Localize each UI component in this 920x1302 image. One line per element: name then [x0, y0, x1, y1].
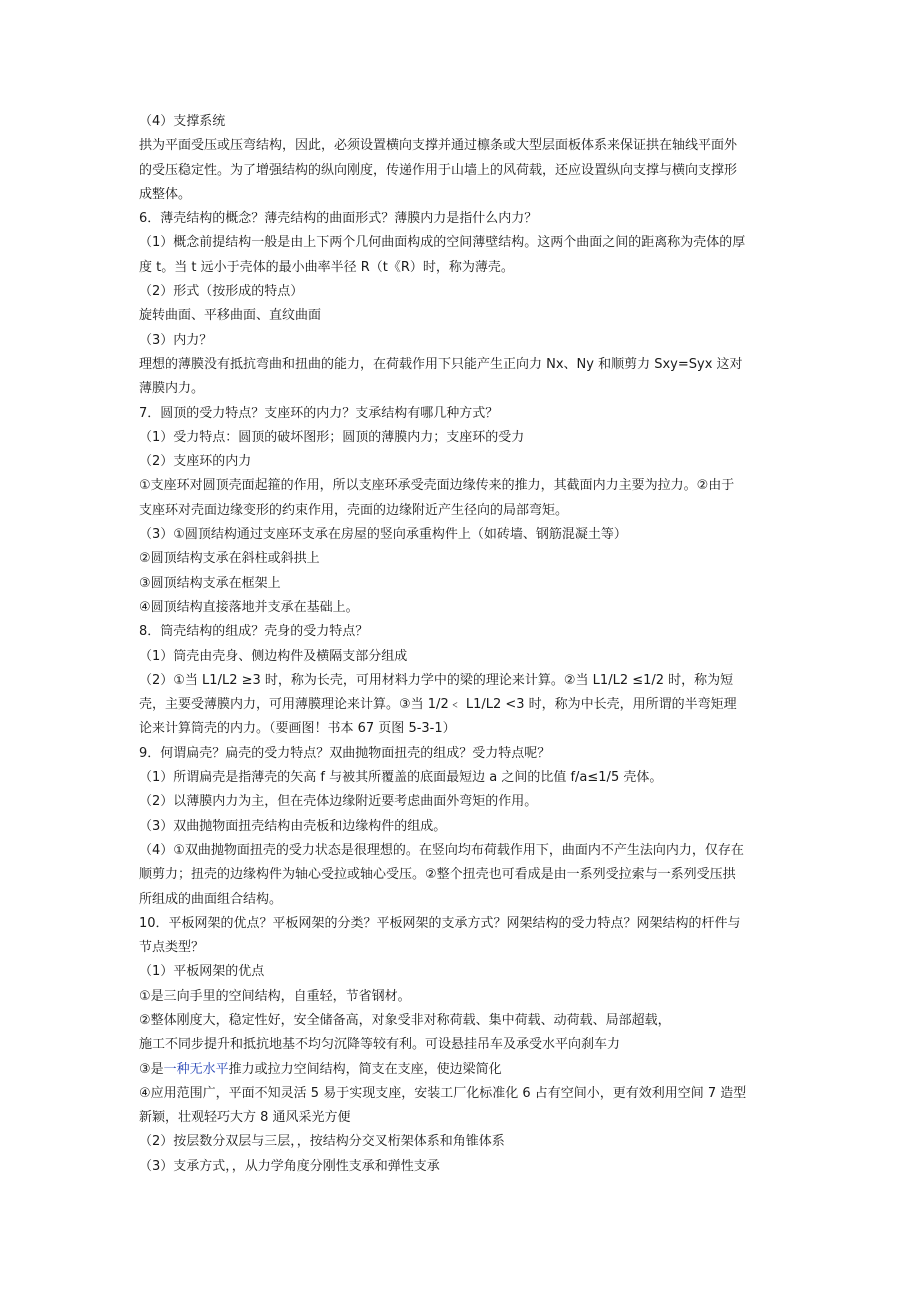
text-line: 节点类型？: [139, 940, 205, 956]
text-line: ③圆顶结构支承在框架上: [139, 575, 281, 591]
text-line: ①支座环对圆顶壳面起箍的作用，所以支座环承受壳面边缘传来的推力，其截面内力主要为拉力。②由于: [139, 478, 735, 494]
text-line: 8．筒壳结构的组成？壳身的受力特点？: [139, 624, 369, 640]
text-line: （3）内力？: [139, 332, 213, 348]
text-line: （1）受力特点：圆顶的破坏图形；圆顶的薄膜内力；支座环的受力: [139, 429, 525, 445]
text-line: 支座环对壳面边缘变形的约束作用，壳面的边缘附近产生径向的局部弯矩。: [139, 502, 569, 518]
text-line: ①是三向手里的空间结构，自重轻，节省钢材。: [139, 988, 411, 1004]
text-line: （2）以薄膜内力为主，但在壳体边缘附近要考虑曲面外弯矩的作用。: [139, 794, 538, 810]
text-line: ②圆顶结构支承在斜柱或斜拱上: [139, 551, 320, 567]
text-line: 拱为平面受压或压弯结构，因此，必须设置横向支撑并通过檩条或大型层面板体系来保证拱在轴线平面外: [139, 138, 738, 154]
text-line: （1）所谓扁壳是指薄壳的矢高 f 与被其所覆盖的底面最短边 a 之间的比值 f/a≤1/5 壳体。: [139, 770, 663, 786]
text-line: 所组成的曲面组合结构。: [139, 891, 283, 907]
text-line: ④圆顶结构直接落地并支承在基础上。: [139, 599, 359, 615]
text-line: 10．平板网架的优点？平板网架的分类？平板网架的支承方式？网架结构的受力特点？网架结构的杆件与: [139, 915, 741, 931]
text-line: 度 t。当 t 远小于壳体的最小曲率半径 R（t《R）时，称为薄壳。: [139, 259, 514, 275]
text-line: 顺剪力；扭壳的边缘构件为轴心受拉或轴心受压。②整个扭壳也可看成是由一系列受拉索与一系列受压拱: [139, 867, 736, 883]
text-line: （4）①双曲抛物面扭壳的受力状态是很理想的。在竖向均布荷载作用下，曲面内不产生法向内力，仅存在: [139, 842, 744, 858]
text-line: 新颖，壮观轻巧大方 8 通风采光方便: [139, 1110, 351, 1126]
document-page: [139, 110, 784, 1179]
text-line: 9．何谓扁壳？扁壳的受力特点？双曲抛物面扭壳的组成？受力特点呢？: [139, 745, 551, 761]
text-line: ②整体刚度大，稳定性好，安全储备高，对象受非对称荷载、集中荷载、动荷载、局部超载，: [139, 1012, 671, 1028]
text-line: 的受压稳定性。为了增强结构的纵向刚度，传递作用于山墙上的风荷载，还应设置纵向支撑与横向支撑形: [139, 162, 738, 178]
text-line: （1）平板网架的优点: [139, 964, 265, 980]
text-line: （2）支座环的内力: [139, 454, 252, 470]
text-line: 7．圆顶的受力特点？支座环的内力？支承结构有哪几种方式？: [139, 405, 499, 421]
text-line: ④应用范围广，平面不知灵活 5 易于实现支座，安装工厂化标准化 6 占有空间小，更有效利用空间 7 造型: [139, 1085, 747, 1101]
text-segment: ③是: [139, 1061, 164, 1077]
text-line: （3）双曲抛物面扭壳结构由壳板和边缘构件的组成。: [139, 818, 447, 834]
text-line: （3）①圆顶结构通过支座环支承在房屋的竖向承重构件上（如砖墙、钢筋混凝土等）: [139, 527, 627, 543]
text-line: （2）按层数分双层与三层，，按结构分交叉桁架体系和角锥体系: [139, 1134, 505, 1150]
text-line: 旋转曲面、平移曲面、直纹曲面: [139, 308, 322, 324]
text-line: （3）支承方式，，从力学角度分刚性支承和弹性支承: [139, 1158, 440, 1174]
text-line: [139, 1058, 784, 1082]
text-segment: 推力或拉力空间结构，简支在支座，使边梁简化: [228, 1061, 502, 1077]
text-line: 施工不同步提升和抵抗地基不均匀沉降等较有利。可设悬挂吊车及承受水平向刹车力: [139, 1037, 621, 1053]
text-line: （2）①当 L1/L2 ≥3 时，称为长壳，可用材料力学中的梁的理论来计算。②当 L1/L2 ≤1/2 时，称为短: [139, 672, 734, 688]
text-line: 理想的薄膜没有抵抗弯曲和扭曲的能力，在荷载作用下只能产生正向力 Nx、Ny 和顺剪力 Sxy=Syx 这对: [139, 356, 743, 372]
text-line: 壳，主要受薄膜内力，可用薄膜理论来计算。③当 1/2﹤ L1/L2 <3 时，称为中长壳，用所谓的半弯矩理: [139, 697, 737, 713]
text-line: （2）形式（按形成的特点）: [139, 284, 304, 300]
text-line: 成整体。: [139, 186, 192, 202]
text-line: （4）支撑系统: [139, 114, 226, 129]
text-line: 薄膜内力。: [139, 381, 205, 397]
highlighted-text: 一种无水平: [163, 1061, 229, 1077]
text-line: 6．薄壳结构的概念？薄壳结构的曲面形式？薄膜内力是指什么内力？: [139, 211, 538, 227]
text-line: 论来计算筒壳的内力。（要画图！书本 67 页图 5-3-1）: [139, 721, 456, 737]
text-line: （1）筒壳由壳身、侧边构件及横隔支部分组成: [139, 648, 408, 664]
text-line: （1）概念前提结构一般是由上下两个几何曲面构成的空间薄壁结构。这两个曲面之间的距离称为壳体的厚: [139, 235, 746, 251]
